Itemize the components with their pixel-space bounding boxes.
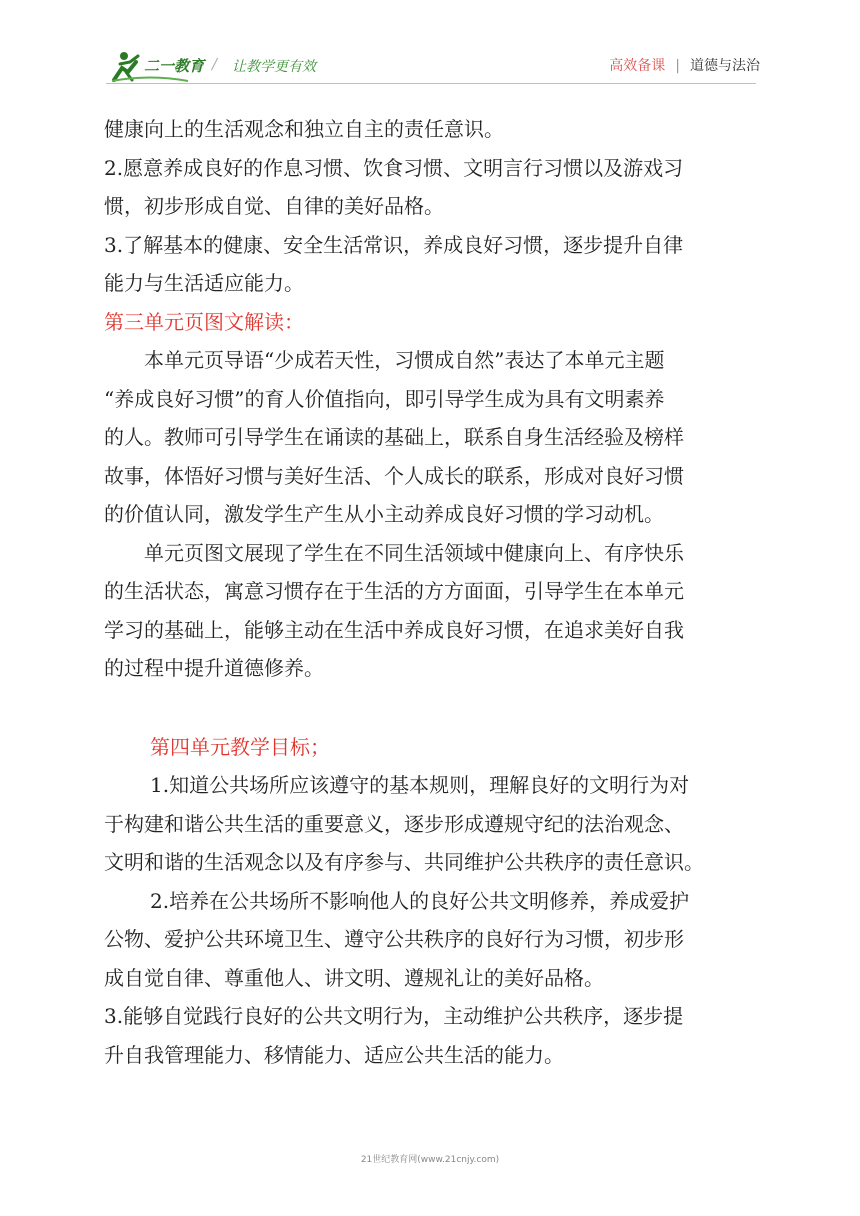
section-heading-unit3: 第三单元页图文解读： xyxy=(104,309,304,334)
text-line: 于构建和谐公共生活的重要意义，逐步形成遵规守纪的法治观念、 xyxy=(104,811,684,836)
paragraph-gap xyxy=(104,688,784,728)
document-body xyxy=(104,110,784,1074)
text-line: 3.了解基本的健康、安全生活常识，养成良好习惯，逐步提升自律 xyxy=(104,232,684,257)
text-line: 1.知道公共场所应该遵守的基本规则，理解良好的文明行为对 xyxy=(150,773,690,797)
text-line: 的价值认同，激发学生产生从小主动养成良好习惯的学习动机。 xyxy=(104,502,664,526)
header-divider: / xyxy=(212,55,218,73)
text-line: “养成良好习惯”的育人价值指向，即引导学生成为具有文明素养 xyxy=(104,386,665,411)
brand-name: 二一教育 xyxy=(144,57,205,75)
text-line: 学习的基础上，能够主动在生活中养成良好习惯，在追求美好自我 xyxy=(104,617,684,642)
text-line: 惯，初步形成自觉、自律的美好品格。 xyxy=(104,194,444,218)
header-tags xyxy=(609,55,760,75)
text-line: 升自我管理能力、移情能力、适应公共生活的能力。 xyxy=(104,1042,564,1067)
header-rule xyxy=(106,83,756,84)
text-line: 单元页图文展现了学生在不同生活领域中健康向上、有序快乐 xyxy=(144,540,684,565)
text-line: 能力与生活适应能力。 xyxy=(104,271,304,295)
text-line: 文明和谐的生活观念以及有序参与、共同维护公共秩序的责任意识。 xyxy=(104,850,704,874)
text-line: 本单元页导语“少成若天性，习惯成自然”表达了本单元主题 xyxy=(144,348,665,372)
page-header xyxy=(0,0,860,100)
text-line: 健康向上的生活观念和独立自主的责任意识。 xyxy=(104,117,504,141)
text-line: 的人。教师可引导学生在诵读的基础上，联系自身生活经验及榜样 xyxy=(104,425,684,449)
text-line: 3.能够自觉践行良好的公共文明行为，主动维护公共秩序，逐步提 xyxy=(104,1004,684,1028)
tag-lesson-prep: 高效备课 xyxy=(609,58,666,74)
text-line: 2.培养在公共场所不影响他人的良好公共文明修养，养成爱护 xyxy=(150,888,690,913)
brand-slogan: 让教学更有效 xyxy=(232,59,316,75)
text-line: 2.愿意养成良好的作息习惯、饮食习惯、文明言行习惯以及游戏习 xyxy=(104,155,684,180)
tag-separator: | xyxy=(675,58,680,74)
section-heading-unit4: 第四单元教学目标； xyxy=(150,734,330,759)
text-line: 的过程中提升道德修养。 xyxy=(104,656,324,680)
text-line: 的生活状态，寓意习惯存在于生活的方方面面，引导学生在本单元 xyxy=(104,579,684,603)
tag-subject: 道德与法治 xyxy=(690,58,760,74)
page-footer: 21世纪教育网(www.21cnjy.com) xyxy=(360,1155,500,1165)
text-line: 故事，体悟好习惯与美好生活、个人成长的联系，形成对良好习惯 xyxy=(104,463,684,488)
text-line: 公物、爱护公共环境卫生、遵守公共秩序的良好行为习惯，初步形 xyxy=(104,927,684,951)
text-line: 成自觉自律、尊重他人、讲文明、遵规礼让的美好品格。 xyxy=(104,965,604,990)
